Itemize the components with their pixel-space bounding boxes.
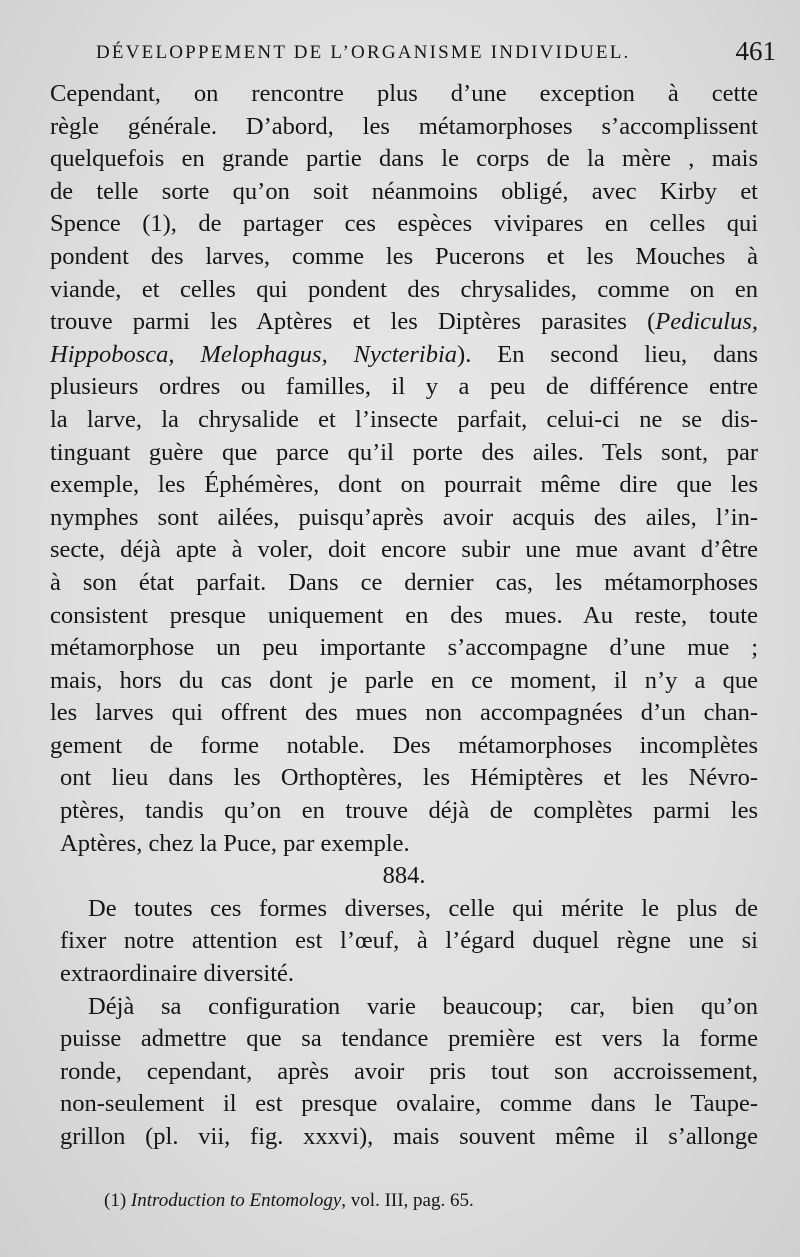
footnote-reference: , vol. III, pag. 65. <box>341 1190 474 1211</box>
text-segment: trouve parmi les Aptères et les Diptères parasites ( <box>50 308 656 336</box>
text-line: la larve, la chrysalide et l’insecte parfait, celui-ci ne se dis- <box>50 405 758 433</box>
footnote <box>104 1190 724 1212</box>
text-line: consistent presque uniquement en des mues. Au reste, toute <box>50 601 758 629</box>
text-line: les larves qui offrent des mues non accompagnées d’un chan- <box>50 699 758 727</box>
text-line: puisse admettre que sa tendance première est vers la forme <box>60 1025 758 1053</box>
text-line: métamorphose un peu importante s’accompagne d’une mue ; <box>50 634 758 662</box>
text-line <box>50 339 758 372</box>
text-line: pondent des larves, comme les Pucerons et les Mouches à <box>50 242 758 270</box>
italic-taxa: Hippobosca, Melophagus, Nycteribia <box>50 340 458 368</box>
running-header <box>96 36 776 72</box>
footnote-marker: (1) <box>104 1190 127 1211</box>
text-line: non-seulement il est presque ovalaire, comme dans le Taupe- <box>60 1090 758 1118</box>
text-line: à son état parfait. Dans ce dernier cas, les métamorphoses <box>50 568 758 596</box>
text-line: Déjà sa configuration varie beaucoup; car, bien qu’on <box>88 992 758 1020</box>
text-line: Aptères, chez la Puce, par exemple. <box>60 829 410 857</box>
text-segment: ). En second lieu, dans <box>457 340 758 368</box>
text-line: De toutes ces formes diverses, celle qui mérite le plus de <box>88 894 758 922</box>
running-title: DÉVELOPPEMENT DE L’ORGANISME INDIVIDUEL. <box>96 42 631 63</box>
italic-taxon: Pediculus, <box>655 308 758 336</box>
text-line: secte, déjà apte à voler, doit encore subir une mue avant d’être <box>50 536 758 564</box>
text-line: ont lieu dans les Orthoptères, les Hémiptères et les Névro- <box>60 764 758 792</box>
text-line: extraordinaire diversité. <box>60 960 295 988</box>
text-line: Spence (1), de partager ces espèces vivipares en celles qui <box>50 210 758 238</box>
footnote-book-title: Introduction to Entomology <box>130 1190 342 1211</box>
text-line: nymphes sont ailées, puisqu’après avoir acquis des ailes, l’in- <box>50 503 758 531</box>
text-line: ronde, cependant, après avoir pris tout son accroissement, <box>60 1057 758 1085</box>
text-line: gement de forme notable. Des métamorphoses incomplètes <box>50 731 758 759</box>
text-line: de telle sorte qu’on soit néanmoins obligé, avec Kirby et <box>50 177 758 205</box>
text-line: tinguant guère que parce qu’il porte des ailes. Tels sont, par <box>50 438 758 466</box>
text-line: grillon (pl. vii, fig. xxxvi), mais souvent même il s’allonge <box>60 1123 758 1150</box>
text-line: plusieurs ordres ou familles, il y a peu de différence entre <box>50 373 758 401</box>
text-line: exemple, les Éphémères, dont on pourrait même dire que les <box>50 471 758 499</box>
text-line: règle générale. D’abord, les métamorphoses s’accomplissent <box>50 112 758 140</box>
text-line: fixer notre attention est l’œuf, à l’égard duquel règne une si <box>60 927 758 955</box>
text-line: quelquefois en grande partie dans le corps de la mère , mais <box>50 145 758 173</box>
text-line: ptères, tandis qu’on en trouve déjà de complètes parmi les <box>60 797 758 825</box>
text-line: Cependant, on rencontre plus d’une exception à cette <box>50 80 758 107</box>
body-text <box>50 78 758 1154</box>
text-line: mais, hors du cas dont je parle en ce moment, il n’y a que <box>50 666 758 694</box>
text-line <box>50 306 758 339</box>
text-line: viande, et celles qui pondent des chrysalides, comme on en <box>50 275 758 303</box>
section-number: 884. <box>382 862 426 890</box>
page-number: 461 <box>735 36 776 66</box>
